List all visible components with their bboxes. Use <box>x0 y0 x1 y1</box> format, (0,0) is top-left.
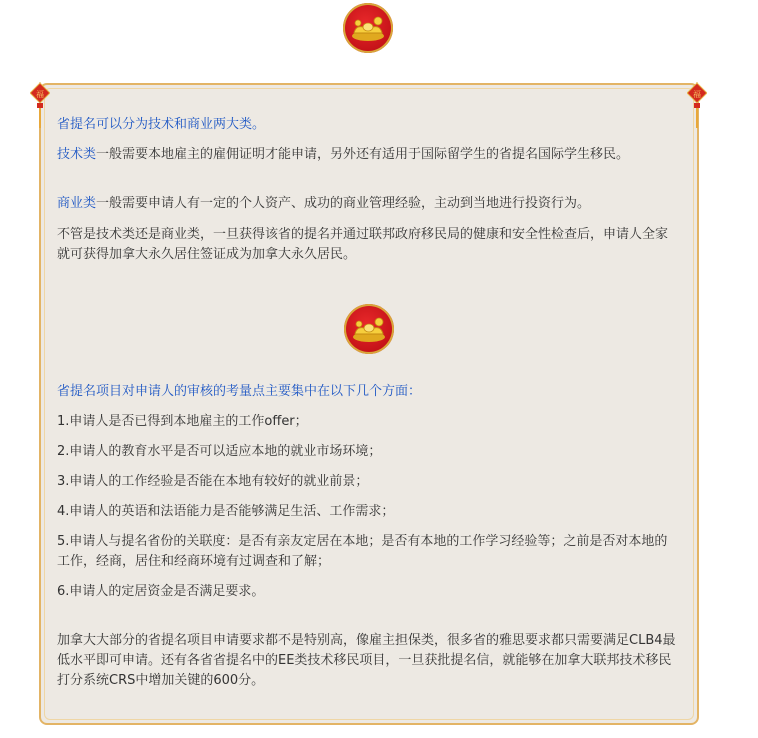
business-body: 一般需要申请人有一定的个人资产、成功的商业管理经验，主动到当地进行投资行为。 <box>96 196 591 211</box>
closing-paragraph: 加拿大大部分的省提名项目申请要求都不是特别高，像雇主担保类，很多省的雅思要求都只需要满足CLB4最低水平即可申请。还有各省省提名中的EE类技术移民项目，一旦获批提名信，就能够在加拿大联邦技术移民打分系统CRS中增加关键的600分。 <box>57 633 676 688</box>
fu-charm-icon <box>687 82 707 132</box>
criteria-heading: 省提名项目对申请人的审核的考量点主要集中在以下几个方面： <box>57 384 422 399</box>
summary-paragraph: 不管是技术类还是商业类，一旦获得该省的提名并通过联邦政府移民局的健康和安全性检查后，申请人全家就可获得加拿大永久居住签证成为加拿大永久居民。 <box>57 227 669 262</box>
tech-label: 技术类 <box>57 147 97 162</box>
content-panel <box>39 83 699 725</box>
gold-ingot-icon <box>344 304 394 354</box>
criteria-item-4: 4.申请人的英语和法语能力是否能够满足生活、工作需求； <box>57 504 395 519</box>
panel-inner-border <box>44 88 694 720</box>
fu-charm-icon <box>30 82 50 132</box>
criteria-item-1: 1.申请人是否已得到本地雇主的工作offer； <box>57 414 308 429</box>
business-label: 商业类 <box>57 196 97 211</box>
tech-paragraph <box>57 145 679 165</box>
tech-body: 一般需要本地雇主的雇佣证明才能申请，另外还有适用于国际留学生的省提名国际学生移民。 <box>96 147 630 162</box>
criteria-item-2: 2.申请人的教育水平是否可以适应本地的就业市场环境； <box>57 444 382 459</box>
intro-text: 省提名可以分为技术和商业两大类。 <box>57 117 266 132</box>
criteria-item-3: 3.申请人的工作经验是否能在本地有较好的就业前景； <box>57 474 369 489</box>
criteria-item-6: 6.申请人的定居资金是否满足要求。 <box>57 584 265 599</box>
fu-char: 福 <box>693 90 701 99</box>
criteria-item-5: 5.申请人与提名省份的关联度：是否有亲友定居在本地；是否有本地的工作学习经验等；之前是否对本地的工作，经商，居住和经商环境有过调查和了解； <box>57 534 668 569</box>
business-paragraph <box>57 194 679 214</box>
gold-ingot-icon <box>343 3 393 53</box>
fu-char: 福 <box>36 90 44 99</box>
